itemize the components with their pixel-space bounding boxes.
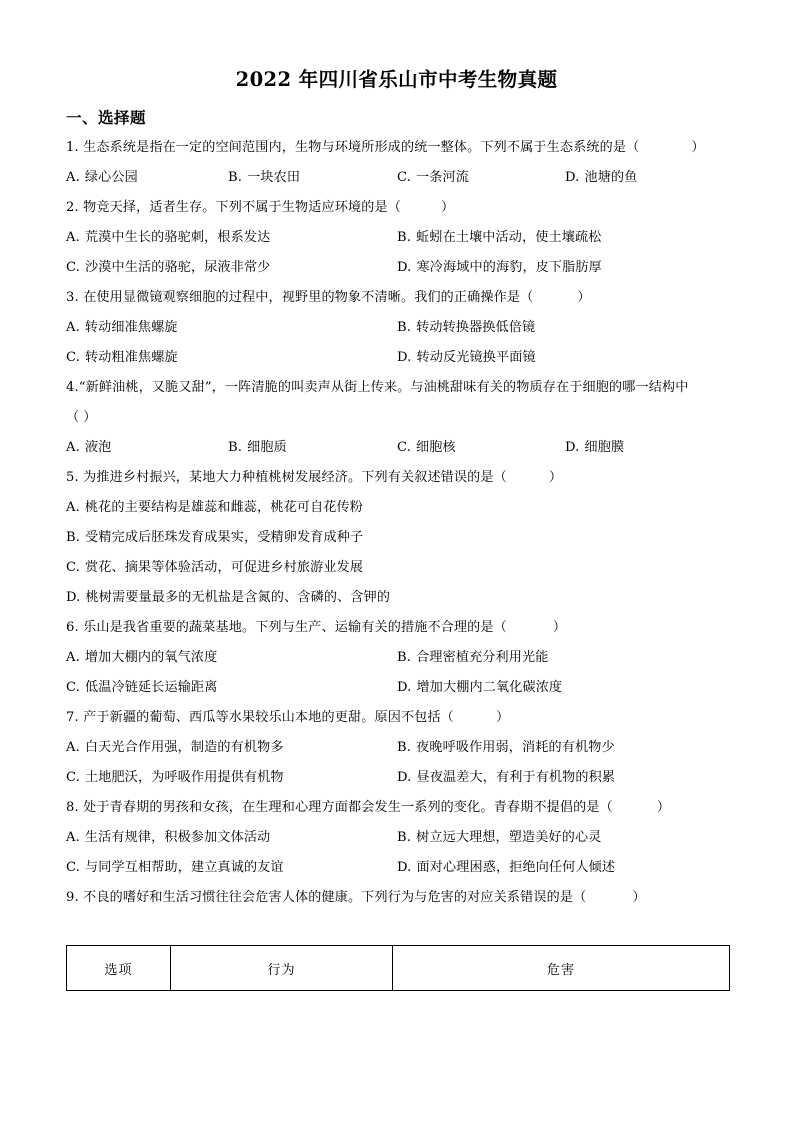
question-stem-text: 6. 乐山是我省重要的蔬菜基地。下列与生产、运输有关的措施不合理的是（ — [66, 620, 507, 635]
options-row — [0, 643, 793, 673]
question-stem-text: 1. 生态系统是指在一定的空间范围内，生物与环境所形成的统一整体。下列不属于生态系统的是（ — [66, 140, 640, 155]
option-text: 树立远大理想，塑造美好的心灵 — [416, 830, 602, 845]
option-c[interactable] — [66, 343, 178, 373]
option-text: 细胞核 — [416, 440, 456, 455]
option-d[interactable] — [66, 583, 390, 613]
options-row — [0, 433, 793, 463]
options-row — [0, 523, 793, 553]
question-stem-text: 9. 不良的嗜好和生活习惯往往会危害人体的健康。下列行为与危害的对应关系错误的是（ — [66, 890, 587, 905]
option-letter: B. — [397, 830, 412, 845]
option-text: 池塘的鱼 — [584, 170, 638, 185]
option-letter: B. — [228, 170, 243, 185]
options-row — [0, 823, 793, 853]
option-letter: B. — [228, 440, 243, 455]
question-block-5 — [0, 463, 793, 613]
question-stem — [0, 703, 793, 733]
options-row — [0, 253, 793, 283]
question-stem-text: 7. 产于新疆的葡萄、西瓜等水果较乐山本地的更甜。原因不包括（ — [66, 710, 454, 725]
question-block-4 — [0, 373, 793, 463]
option-text: 转动细准焦螺旋 — [84, 320, 178, 335]
option-text: 合理密植充分利用光能 — [416, 650, 549, 665]
option-letter: D. — [397, 770, 412, 785]
option-a[interactable] — [66, 313, 178, 343]
options-row — [0, 553, 793, 583]
option-text: 白天光合作用强，制造的有机物多 — [84, 740, 284, 755]
option-a[interactable] — [66, 493, 363, 523]
option-text: 沙漠中生活的骆驼，尿液非常少 — [85, 260, 271, 275]
option-letter: D. — [397, 860, 412, 875]
option-c[interactable] — [66, 553, 363, 583]
option-letter: C. — [66, 860, 81, 875]
table-header-row — [67, 946, 730, 991]
option-c[interactable] — [66, 763, 284, 793]
option-letter: B. — [397, 740, 412, 755]
option-a[interactable] — [66, 433, 111, 463]
option-text: 面对心理困惑，拒绝向任何人倾述 — [416, 860, 616, 875]
option-letter: A. — [66, 320, 80, 335]
option-text: 寒冷海域中的海豹，皮下脂肪厚 — [416, 260, 602, 275]
table-header-behavior: 行为 — [171, 946, 393, 991]
question-stem-close: ） — [552, 620, 567, 635]
option-c[interactable] — [397, 163, 469, 193]
option-letter: C. — [66, 350, 81, 365]
question-stem — [0, 283, 793, 313]
option-text: 液泡 — [84, 440, 112, 455]
option-text: 蚯蚓在土壤中活动，使土壤疏松 — [416, 230, 602, 245]
harm-table — [66, 945, 730, 991]
option-b[interactable] — [66, 523, 363, 553]
option-a[interactable] — [66, 643, 217, 673]
question-block-1 — [0, 133, 793, 193]
option-b[interactable] — [397, 823, 602, 853]
option-b[interactable] — [397, 313, 535, 343]
option-text: 一块农田 — [247, 170, 301, 185]
option-c[interactable] — [66, 673, 217, 703]
option-text: 转动粗准焦螺旋 — [85, 350, 178, 365]
option-text: 赏花、摘果等体验活动，可促进乡村旅游业发展 — [85, 560, 364, 575]
table-header-harm: 危害 — [393, 946, 730, 991]
option-text: 土地肥沃，为呼吸作用提供有机物 — [85, 770, 284, 785]
option-a[interactable] — [66, 223, 270, 253]
option-text: 细胞质 — [247, 440, 287, 455]
option-letter: D. — [66, 590, 81, 605]
question-stem-close: ） — [548, 470, 563, 485]
option-letter: D. — [397, 260, 412, 275]
option-text: 增加大棚内的氧气浓度 — [84, 650, 218, 665]
option-letter: C. — [66, 680, 81, 695]
question-block-9 — [0, 883, 793, 913]
option-letter: B. — [397, 230, 412, 245]
question-stem-close: ） — [632, 890, 646, 905]
option-letter: B. — [397, 650, 412, 665]
options-row — [0, 493, 793, 523]
option-letter: D. — [565, 170, 580, 185]
option-letter: A. — [66, 230, 80, 245]
option-a[interactable] — [66, 163, 138, 193]
option-letter: C. — [397, 170, 412, 185]
question-stem-close: ） — [440, 200, 455, 215]
question-stem-close: ） — [495, 710, 510, 725]
options-row — [0, 343, 793, 373]
question-block-3 — [0, 283, 793, 373]
section-heading: 一、选择题 — [66, 108, 147, 127]
option-letter: C. — [397, 440, 412, 455]
option-letter: A. — [66, 500, 80, 515]
question-stem — [0, 193, 793, 223]
question-block-7 — [0, 703, 793, 793]
option-text: 桃花的主要结构是雄蕊和雌蕊，桃花可自花传粉 — [84, 500, 364, 515]
option-letter: D. — [397, 680, 412, 695]
question-stem-text: 5. 为推进乡村振兴，某地大力种植桃树发展经济。下列有关叙述错误的是（ — [66, 470, 507, 485]
option-letter: A. — [66, 440, 80, 455]
option-text: 昼夜温差大，有利于有机物的积累 — [416, 770, 616, 785]
option-d[interactable] — [397, 853, 615, 883]
option-a[interactable] — [66, 823, 270, 853]
option-text: 夜晚呼吸作用弱，消耗的有机物少 — [416, 740, 615, 755]
option-letter: C. — [66, 770, 81, 785]
question-list — [0, 133, 793, 913]
question-block-6 — [0, 613, 793, 703]
question-stem-close: ） — [691, 140, 705, 155]
option-d[interactable] — [397, 253, 602, 283]
option-text: 荒漠中生长的骆驼刺，根系发达 — [84, 230, 271, 245]
option-letter: B. — [66, 530, 81, 545]
option-text: 转动反光镜换平面镜 — [416, 350, 536, 365]
question-stem-text: 2. 物竞天择，适者生存。下列不属于生物适应环境的是（ — [66, 200, 401, 215]
options-row — [0, 853, 793, 883]
options-row — [0, 763, 793, 793]
option-c[interactable] — [397, 433, 456, 463]
option-text: 生活有规律，积极参加文体活动 — [84, 830, 271, 845]
question-stem — [0, 793, 793, 823]
option-text: 绿心公园 — [84, 170, 138, 185]
question-block-8 — [0, 793, 793, 883]
option-text: 增加大棚内二氧化碳浓度 — [416, 680, 563, 695]
option-letter: D. — [397, 350, 412, 365]
options-row — [0, 223, 793, 253]
question-stem-text: 3. 在使用显微镜观察细胞的过程中，视野里的物象不清晰。我们的正确操作是（ — [66, 290, 534, 305]
option-d[interactable] — [397, 343, 536, 373]
option-c[interactable] — [66, 253, 270, 283]
option-text: 受精完成后胚珠发育成果实，受精卵发育成种子 — [85, 530, 364, 545]
option-b[interactable] — [397, 223, 602, 253]
options-row — [0, 673, 793, 703]
option-letter: A. — [66, 170, 80, 185]
page-title: 2022 年四川省乐山市中考生物真题 — [235, 68, 558, 91]
options-row — [0, 733, 793, 763]
option-b[interactable] — [397, 733, 615, 763]
question-stem — [0, 883, 793, 913]
question-stem-close: ） — [577, 290, 591, 305]
option-letter: C. — [66, 260, 81, 275]
option-text: 转动转换器换低倍镜 — [416, 320, 536, 335]
option-text: 桃树需要量最多的无机盐是含氮的、含磷的、含钾的 — [85, 590, 391, 605]
option-text: 细胞膜 — [584, 440, 625, 455]
question-stem — [0, 373, 793, 403]
question-block-2 — [0, 193, 793, 283]
option-c[interactable] — [66, 853, 284, 883]
question-stem-close: ） — [656, 800, 671, 815]
option-d[interactable] — [397, 763, 615, 793]
table-header-option: 选项 — [67, 946, 171, 991]
question-stem-continuation: （ ） — [66, 410, 97, 425]
option-letter: D. — [565, 440, 580, 455]
option-b[interactable] — [397, 643, 549, 673]
option-b[interactable] — [228, 433, 287, 463]
option-text: 一条河流 — [416, 170, 469, 185]
option-d[interactable] — [397, 673, 562, 703]
option-letter: C. — [66, 560, 81, 575]
option-letter: A. — [66, 740, 80, 755]
options-row — [0, 163, 793, 193]
option-letter: A. — [66, 830, 80, 845]
option-d[interactable] — [565, 433, 624, 463]
option-letter: A. — [66, 650, 80, 665]
option-text: 与同学互相帮助，建立真诚的友谊 — [85, 860, 284, 875]
option-b[interactable] — [228, 163, 300, 193]
question-stem-text: 8. 处于青春期的男孩和女孩，在生理和心理方面都会发生一系列的变化。青春期不提倡的是（ — [66, 800, 613, 815]
question-stem — [0, 133, 793, 163]
option-letter: B. — [397, 320, 412, 335]
options-row — [0, 313, 793, 343]
option-text: 低温冷链延长运输距离 — [85, 680, 218, 695]
question-stem — [0, 463, 793, 493]
question-stem — [0, 613, 793, 643]
options-row — [0, 583, 793, 613]
question-stem-text: 4.“新鲜油桃，又脆又甜”，一阵清脆的叫卖声从街上传来。与油桃甜味有关的物质存在于细胞的哪一结构中 — [66, 380, 689, 395]
option-d[interactable] — [565, 163, 637, 193]
option-a[interactable] — [66, 733, 284, 763]
